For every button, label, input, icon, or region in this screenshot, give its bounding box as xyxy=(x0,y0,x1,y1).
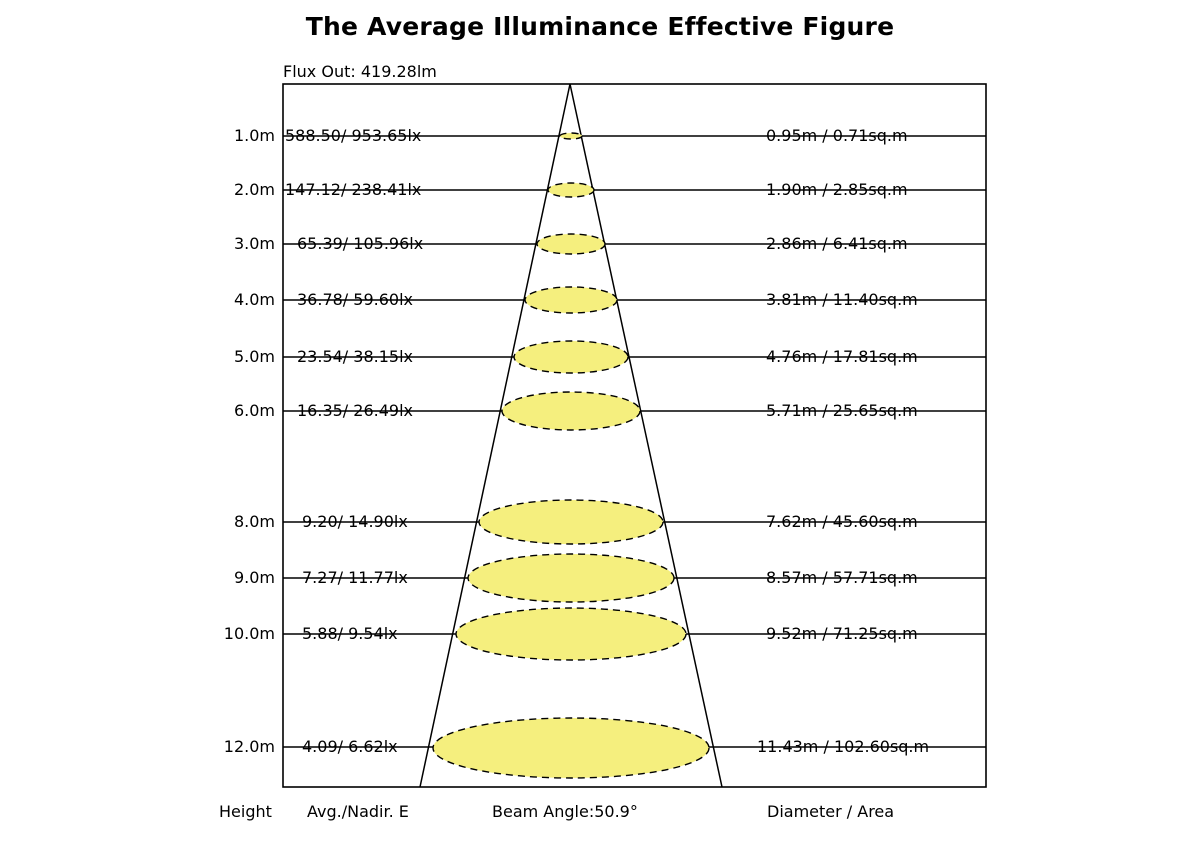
row-illuminance-7: 9.20/ 14.90lx xyxy=(302,512,408,531)
row-illuminance-4: 36.78/ 59.60lx xyxy=(297,290,413,309)
row-illuminance-10: 4.09/ 6.62lx xyxy=(302,737,398,756)
page-title: The Average Illuminance Effective Figure xyxy=(305,12,895,41)
row-illuminance-1: 588.50/ 953.65lx xyxy=(285,126,422,145)
row-diameter-area-4: 3.81m / 11.40sq.m xyxy=(766,290,918,309)
row-height-3: 3.0m xyxy=(233,234,275,253)
footer-diameter-area-label: Diameter / Area xyxy=(767,802,895,821)
row-diameter-area-10: 11.43m / 102.60sq.m xyxy=(757,737,930,756)
row-height-10: 12.0m xyxy=(223,737,275,756)
footer-avg-nadir-label: Avg./Nadir. E xyxy=(307,802,409,821)
row-illuminance-8: 7.27/ 11.77lx xyxy=(302,568,408,587)
row-height-8: 9.0m xyxy=(233,568,275,587)
row-height-6: 6.0m xyxy=(233,401,275,420)
flux-out-label: Flux Out: 419.28lm xyxy=(283,62,437,81)
row-diameter-area-6: 5.71m / 25.65sq.m xyxy=(766,401,918,420)
row-diameter-area-7: 7.62m / 45.60sq.m xyxy=(766,512,918,531)
row-diameter-area-3: 2.86m / 6.41sq.m xyxy=(766,234,908,253)
row-illuminance-9: 5.88/ 9.54lx xyxy=(302,624,398,643)
row-diameter-area-9: 9.52m / 71.25sq.m xyxy=(766,624,918,643)
row-height-4: 4.0m xyxy=(233,290,275,309)
row-illuminance-5: 23.54/ 38.15lx xyxy=(297,347,413,366)
row-diameter-area-5: 4.76m / 17.81sq.m xyxy=(766,347,918,366)
row-height-5: 5.0m xyxy=(233,347,275,366)
row-diameter-area-1: 0.95m / 0.71sq.m xyxy=(766,126,908,145)
row-height-7: 8.0m xyxy=(233,512,275,531)
row-illuminance-3: 65.39/ 105.96lx xyxy=(297,234,424,253)
footer-height-label: Height xyxy=(219,802,272,821)
row-height-2: 2.0m xyxy=(233,180,275,199)
row-diameter-area-8: 8.57m / 57.71sq.m xyxy=(766,568,918,587)
row-height-1: 1.0m xyxy=(233,126,275,145)
row-illuminance-6: 16.35/ 26.49lx xyxy=(297,401,413,420)
row-illuminance-2: 147.12/ 238.41lx xyxy=(285,180,422,199)
row-height-9: 10.0m xyxy=(223,624,275,643)
row-diameter-area-2: 1.90m / 2.85sq.m xyxy=(766,180,908,199)
footer-beam-angle-label: Beam Angle:50.9° xyxy=(492,802,638,821)
